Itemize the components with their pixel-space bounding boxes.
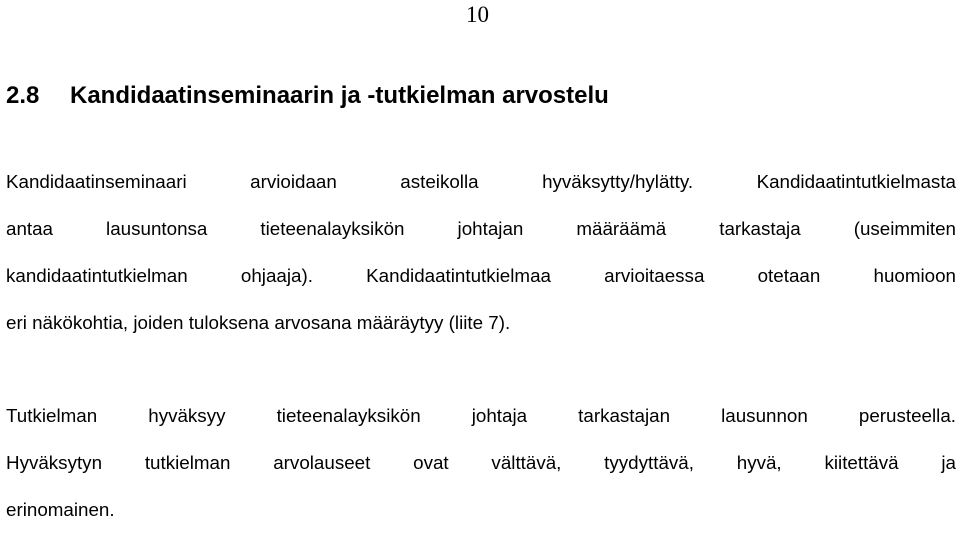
paragraph-line: Hyväksytyn tutkielman arvolauseet ovat välttävä, tyydyttävä, hyvä, kiitettävä ja [6, 452, 956, 473]
section-number: 2.8 [6, 82, 40, 109]
paragraph-line: kandidaatintutkielman ohjaaja). Kandidaatintutkielmaa arvioitaessa otetaan huomioon [6, 265, 956, 286]
paragraph-line: erinomainen. [6, 499, 115, 520]
paragraph-line: Kandidaatinseminaari arvioidaan asteikolla hyväksytty/hylätty. Kandidaatintutkielmasta [6, 171, 956, 192]
section-heading [6, 80, 609, 112]
section-title: Kandidaatinseminaarin ja -tutkielman arvostelu [70, 82, 609, 109]
paragraph-line: Tutkielman hyväksyy tieteenalayksikön johtaja tarkastajan lausunnon perusteella. [6, 405, 956, 426]
paragraph-grading-seminar [6, 158, 956, 346]
paragraph-line: eri näkökohtia, joiden tuloksena arvosana määräytyy (liite 7). [6, 312, 511, 333]
page-number: 10 [466, 2, 489, 27]
paragraph-line: antaa lausuntonsa tieteenalayksikön johtajan määräämä tarkastaja (useimmiten [6, 218, 956, 239]
paragraph-approval [6, 392, 956, 533]
